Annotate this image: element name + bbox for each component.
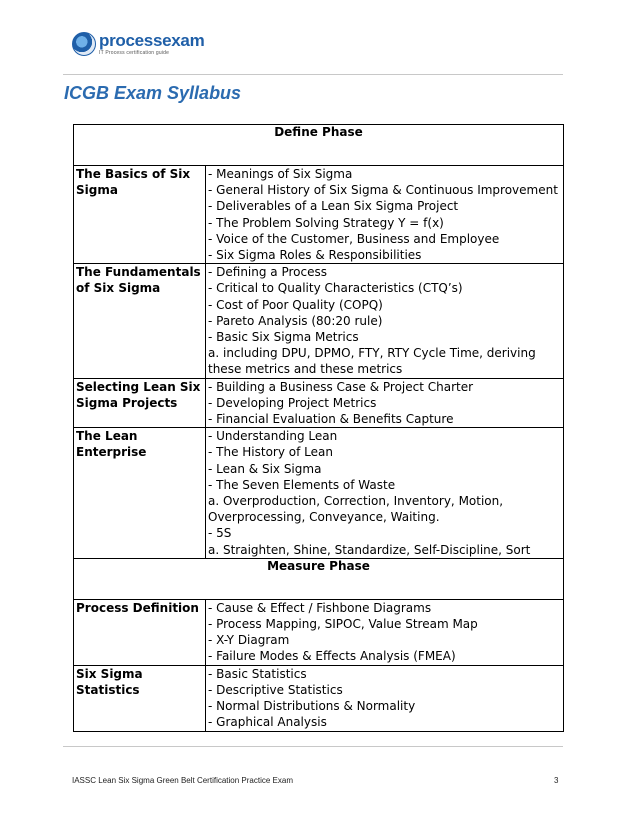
syllabus-line: - Graphical Analysis: [208, 715, 327, 730]
syllabus-line: - Defining a Process: [208, 265, 327, 280]
logo-name: processexam: [99, 31, 205, 50]
topic-content: [206, 665, 564, 731]
topic-name: Process Definition: [74, 599, 206, 665]
syllabus-line: - Descriptive Statistics: [208, 682, 343, 697]
topic-name: Selecting Lean Six Sigma Projects: [74, 378, 206, 428]
topic-name: The Fundamentals of Six Sigma: [74, 264, 206, 378]
syllabus-line: - Failure Modes & Effects Analysis (FMEA): [208, 649, 456, 664]
topic-name: The Basics of Six Sigma: [74, 166, 206, 264]
logo-tagline: IT Process certification guide: [99, 50, 170, 56]
topic-row: [74, 599, 564, 665]
syllabus-line: - Building a Business Case & Project Charter: [208, 379, 474, 394]
syllabus-line: a. Straighten, Shine, Standardize, Self-Discipline, Sort: [208, 542, 531, 557]
syllabus-line: - Critical to Quality Characteristics (CTQ’s): [208, 281, 463, 296]
syllabus-line: - The Problem Solving Strategy Y = f(x): [208, 215, 444, 230]
syllabus-line: - Process Mapping, SIPOC, Value Stream Map: [208, 617, 478, 632]
syllabus-line: - Cause & Effect / Fishbone Diagrams: [208, 600, 432, 615]
topic-row: [74, 428, 564, 559]
header-divider: [63, 74, 563, 75]
syllabus-line: - Basic Statistics: [208, 666, 307, 681]
topic-content: [206, 599, 564, 665]
topic-row: [74, 665, 564, 731]
topic-content: [206, 428, 564, 559]
syllabus-line: - Normal Distributions & Normality: [208, 699, 416, 714]
syllabus-line: - 5S: [208, 526, 232, 541]
syllabus-line: - Developing Project Metrics: [208, 395, 377, 410]
syllabus-line: - Understanding Lean: [208, 429, 338, 444]
syllabus-line: - Financial Evaluation & Benefits Capture: [208, 412, 454, 427]
syllabus-line: a. Overproduction, Correction, Inventory, Motion, Overprocessing, Conveyance, Waiting.: [208, 494, 504, 525]
syllabus-line: - Lean & Six Sigma: [208, 461, 322, 476]
syllabus-line: - Meanings of Six Sigma: [208, 167, 353, 181]
syllabus-line: - Cost of Poor Quality (COPQ): [208, 297, 383, 312]
phase-heading: Define Phase: [74, 125, 564, 166]
page-title: ICGB Exam Syllabus: [64, 83, 242, 103]
footer-divider: [63, 746, 563, 747]
topic-content: [206, 378, 564, 428]
topic-name: The Lean Enterprise: [74, 428, 206, 559]
topic-name: Six Sigma Statistics: [74, 665, 206, 731]
syllabus-line: a. including DPU, DPMO, FTY, RTY Cycle Time, deriving these metrics and these metrics: [208, 346, 536, 377]
page-number: 3: [554, 776, 559, 785]
syllabus-line: - Voice of the Customer, Business and Employee: [208, 231, 500, 246]
syllabus-line: - Basic Six Sigma Metrics: [208, 330, 359, 345]
phase-heading: Measure Phase: [74, 558, 564, 599]
syllabus-line: - X-Y Diagram: [208, 633, 290, 648]
syllabus-line: - General History of Six Sigma & Continuous Improvement: [208, 183, 558, 198]
logo-bulb-icon: [72, 32, 96, 56]
syllabus-line: - Deliverables of a Lean Six Sigma Project: [208, 199, 459, 214]
syllabus-line: - Pareto Analysis (80:20 rule): [208, 313, 383, 328]
topic-row: [74, 166, 564, 264]
syllabus-line: - The History of Lean: [208, 445, 333, 460]
topic-content: [206, 166, 564, 264]
footer-text: IASSC Lean Six Sigma Green Belt Certification Practice Exam: [72, 776, 293, 785]
syllabus-table: [73, 124, 564, 732]
topic-row: [74, 378, 564, 428]
phase-row: [74, 558, 564, 599]
syllabus-line: - The Seven Elements of Waste: [208, 477, 396, 492]
phase-row: [74, 125, 564, 166]
topic-row: [74, 264, 564, 378]
syllabus-line: - Six Sigma Roles & Responsibilities: [208, 248, 422, 263]
topic-content: [206, 264, 564, 378]
logo: [72, 32, 204, 56]
